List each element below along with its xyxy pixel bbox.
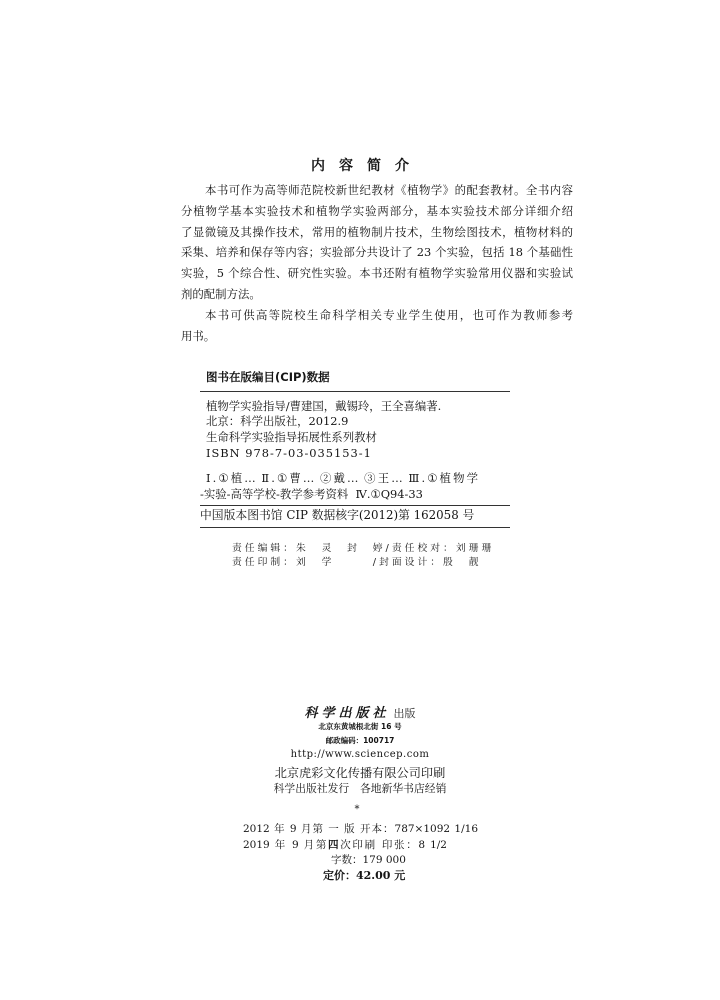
- printing-line: [243, 838, 447, 852]
- publisher-suffix: 出版: [393, 707, 416, 720]
- credits-production: 责任印制：刘 学 /封面设计：殷 靓: [232, 557, 482, 568]
- printing-number: 四: [328, 839, 341, 851]
- word-count: 字数：179 000: [331, 854, 406, 866]
- cip-line-classification: -实验-高等学校-教学参考资料 Ⅳ.①Q94-33: [200, 487, 423, 501]
- intro-title: 内容简介: [311, 158, 423, 174]
- ornament-mark: *: [354, 804, 360, 815]
- intro-line: 本书可供高等院校生命科学相关专业学生使用，也可作为教师参考: [205, 307, 573, 322]
- printing-sheets: 次印刷 印张：8 1/2: [340, 839, 447, 851]
- intro-line: 实验，5 个综合性、研究性实验。本书还附有植物学实验常用仪器和实验试: [181, 266, 573, 281]
- cip-line-series: 生命科学实验指导拓展性系列教材: [206, 430, 377, 444]
- intro-line: 了显微镜及其操作技术，常用的植物制片技术，生物绘图技术，植物材料的: [181, 224, 573, 239]
- intro-line: 采集、培养和保存等内容；实验部分共设计了 23 个实验，包括 18 个基础性: [181, 245, 573, 260]
- cip-header: 图书在版编目(CIP)数据: [206, 370, 330, 384]
- cip-line-imprint: 北京：科学出版社，2012.9: [206, 414, 349, 428]
- price: 定价：42.00 元: [323, 869, 406, 882]
- cip-rule-middle: [200, 505, 510, 506]
- publisher-postcode: 邮政编码：100717: [325, 736, 395, 745]
- cip-rule-top: [200, 391, 510, 392]
- cip-line-isbn: ISBN 978-7-03-035153-1: [206, 446, 372, 460]
- cip-line-subjects: Ⅰ.①植… Ⅱ.①曹… ②戴… ③王… Ⅲ.①植物学: [206, 471, 478, 485]
- printer-line: 北京虎彩文化传播有限公司印刷: [274, 766, 446, 780]
- publisher-url: http://www.sciencep.com: [290, 749, 430, 760]
- intro-line: 分植物学基本实验技术和植物学实验两部分，基本实验技术部分详细介绍: [181, 203, 573, 218]
- credits-editors: 责任编辑：朱 灵 封 婷/责任校对：刘珊珊: [232, 543, 495, 554]
- printing-date: 2019 年 9 月第: [243, 839, 329, 851]
- publisher-address: 北京东黄城根北街 16 号: [318, 722, 402, 731]
- cip-verification: 中国版本图书馆 CIP 数据核字(2012)第 162058 号: [200, 508, 475, 522]
- intro-line: 本书可作为高等师范院校新世纪教材《植物学》的配套教材。全书内容: [205, 183, 573, 197]
- distribution-line: 科学出版社发行 各地新华书店经销: [273, 782, 447, 795]
- cip-rule-bottom: [200, 527, 510, 528]
- edition-line: 2012 年 9 月第 一 版 开本：787×1092 1/16: [243, 823, 478, 835]
- cip-line-title: 植物学实验指导/曹建国，戴锡玲，王全喜编著.: [206, 399, 442, 413]
- intro-line: 用书。: [181, 328, 216, 343]
- intro-body: [181, 180, 573, 346]
- intro-line: 剂的配制方法。: [181, 286, 261, 301]
- publisher-logotype: 科学出版社: [304, 706, 390, 721]
